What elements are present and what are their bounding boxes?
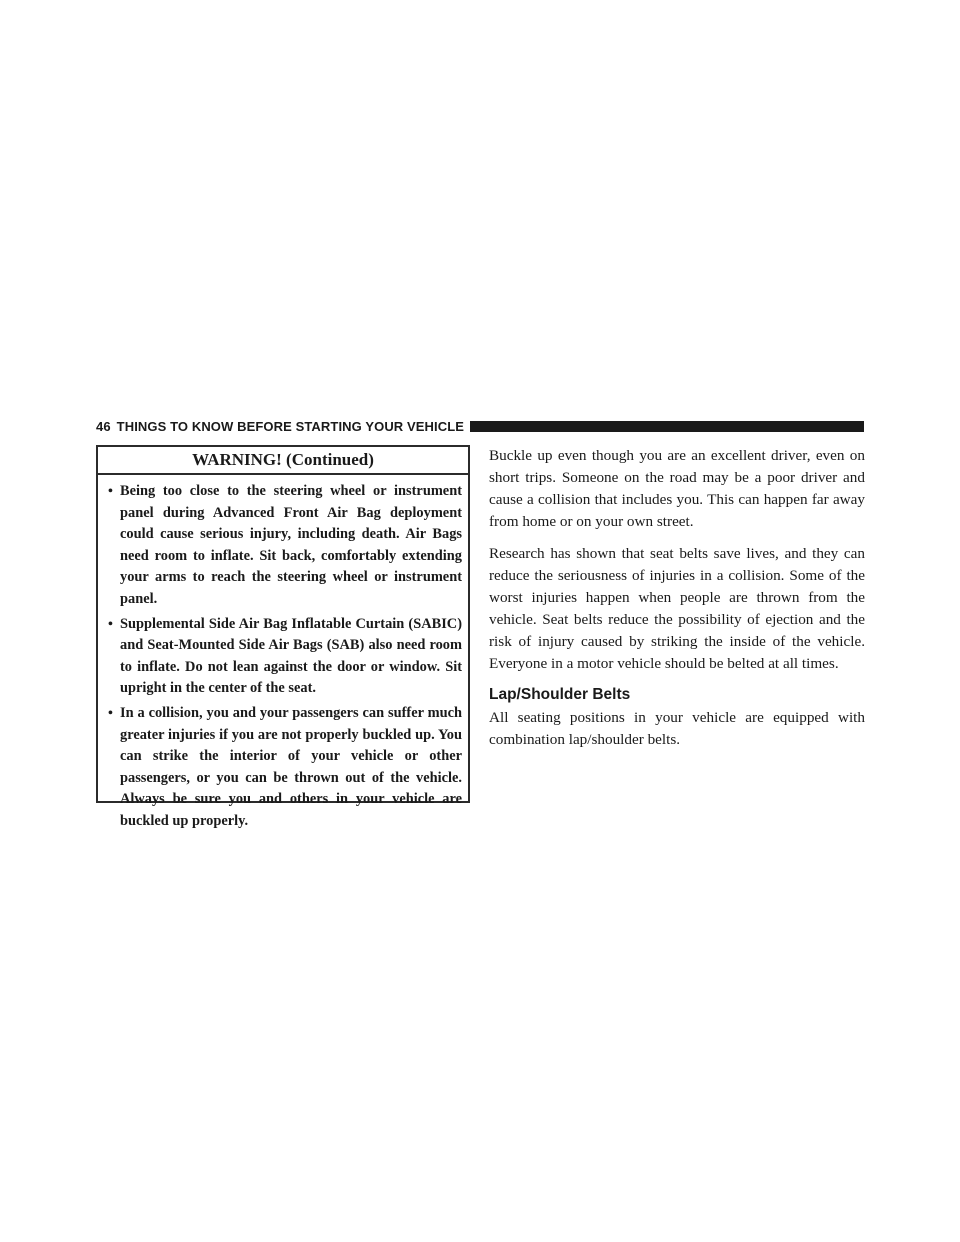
subheading-paragraph: All seating positions in your vehicle are equipped with combination lap/shoulder belts. <box>489 709 865 748</box>
page-header <box>96 417 864 435</box>
section-subheading: Lap/Shoulder Belts <box>489 686 631 703</box>
warning-item-text: Being too close to the steering wheel or instrument panel during Advanced Front Air Bag deployment could cause serious injury, including death. Air Bags need room to inflate. Sit back, comfortably extending your arms to reach the steering wheel or instrument panel. <box>120 483 462 607</box>
warning-item <box>108 481 462 611</box>
body-paragraph: Research has shown that seat belts save lives, and they can reduce the seriousness of injuries in a collision. Some of the worst injuries happen when people are thrown from the vehicle. Seat belts reduce the possibility of ejection and the risk of injury caused by striking the inside of the vehicle. Everyone in a motor vehicle should be belted at all times. <box>489 545 865 672</box>
header-rule <box>470 421 864 432</box>
warning-item <box>108 703 462 833</box>
section-title: THINGS TO KNOW BEFORE STARTING YOUR VEHICLE <box>116 418 465 434</box>
body-column <box>489 445 865 761</box>
bullet-icon: • <box>108 705 113 721</box>
warning-item <box>108 614 462 700</box>
body-paragraph: Buckle up even though you are an excellent driver, even on short trips. Someone on the road may be a poor driver and cause a collision that includes you. This can happen far away from home or on your own street. <box>489 447 865 530</box>
warning-title: WARNING! (Continued) <box>98 447 468 475</box>
warning-item-text: In a collision, you and your passengers can suffer much greater injuries if you are not properly buckled up. You can strike the interior of your vehicle or other passengers, or you can be thrown out of the vehicle. Always be sure you and others in your vehicle are buckled up properly. <box>120 704 462 829</box>
bullet-icon: • <box>108 484 113 499</box>
warning-item-text: Supplemental Side Air Bag Inflatable Curtain (SABIC) and Seat-Mounted Side Air Bags (SAB) also need room to inflate. Do not lean against the door or window. Sit upright in the center of the seat. <box>120 615 462 697</box>
bullet-icon: • <box>108 616 113 632</box>
warning-box <box>96 445 470 829</box>
warning-list <box>98 475 468 833</box>
page-number: 46 <box>96 418 111 434</box>
